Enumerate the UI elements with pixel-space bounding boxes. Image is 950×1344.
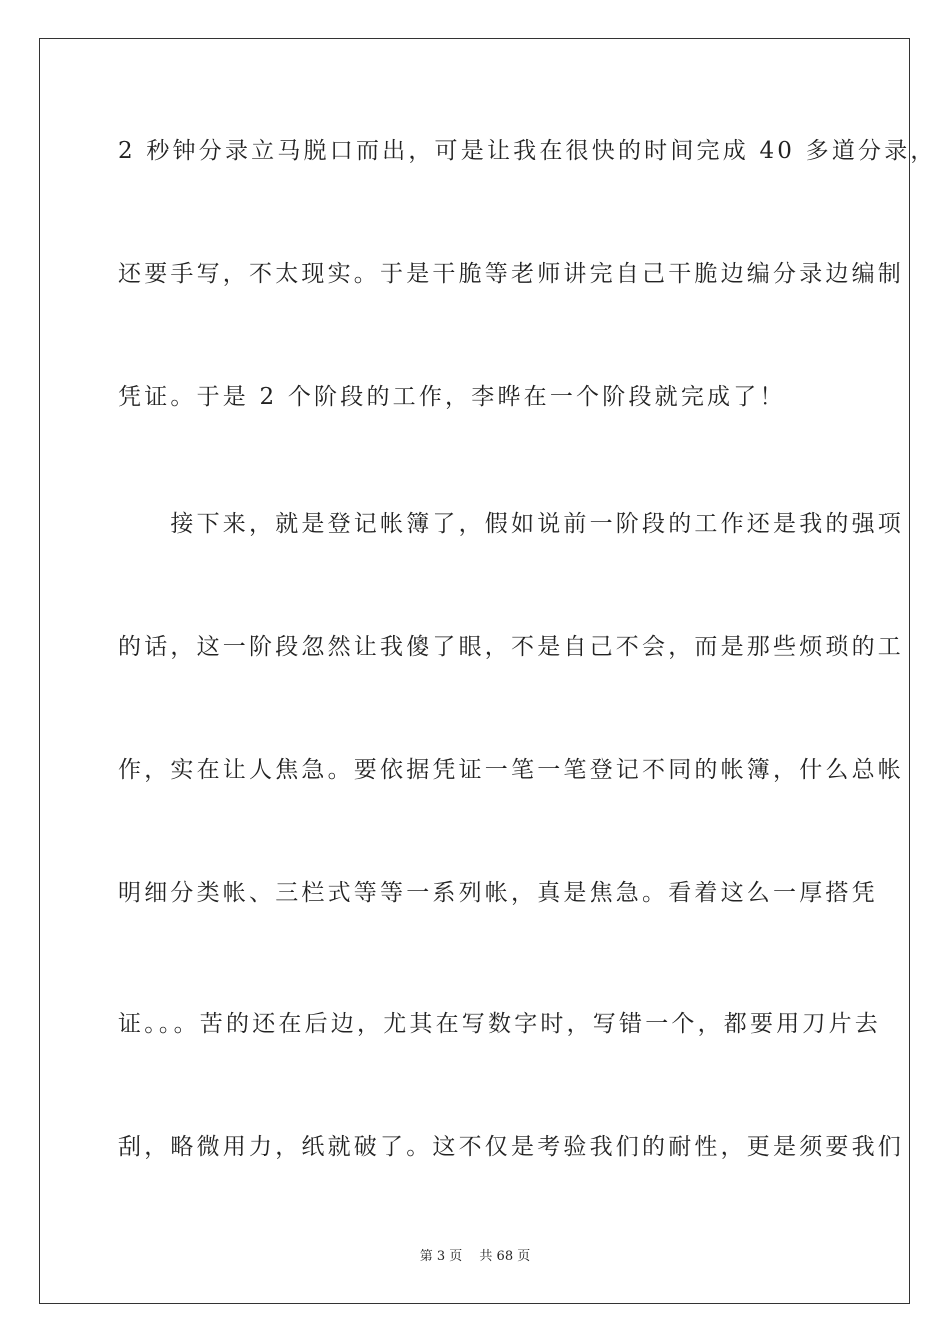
page-border xyxy=(39,38,937,1304)
body-text-line: 作，实在让人焦急。要依据凭证一笔一笔登记不同的帐簿，什么总帐 xyxy=(118,757,904,783)
page-number-footer: 第 3 页 共 68 页 xyxy=(419,1249,531,1264)
body-text-line: 还要手写，不太现实。于是干脆等老师讲完自己干脆边编分录边编制 xyxy=(118,261,904,287)
paragraph-start-line: 接下来，就是登记帐簿了，假如说前一阶段的工作还是我的强项 xyxy=(118,511,904,537)
body-text-line: 明细分类帐、三栏式等等一系列帐，真是焦急。看着这么一厚搭凭 xyxy=(118,880,878,906)
body-text-line: 的话，这一阶段忽然让我傻了眼，不是自己不会，而是那些烦琐的工 xyxy=(118,634,904,660)
body-text-line: 刮，略微用力，纸就破了。这不仅是考验我们的耐性，更是须要我们 xyxy=(118,1134,904,1160)
body-text-line: 凭证。于是 2 个阶段的工作，李晔在一个阶段就完成了！ xyxy=(118,384,786,410)
body-text-line: 2 秒钟分录立马脱口而出，可是让我在很快的时间完成 40 多道分录， xyxy=(118,138,937,164)
body-text-line: 证。。。苦的还在后边，尤其在写数字时，写错一个，都要用刀片去 xyxy=(118,1011,881,1037)
